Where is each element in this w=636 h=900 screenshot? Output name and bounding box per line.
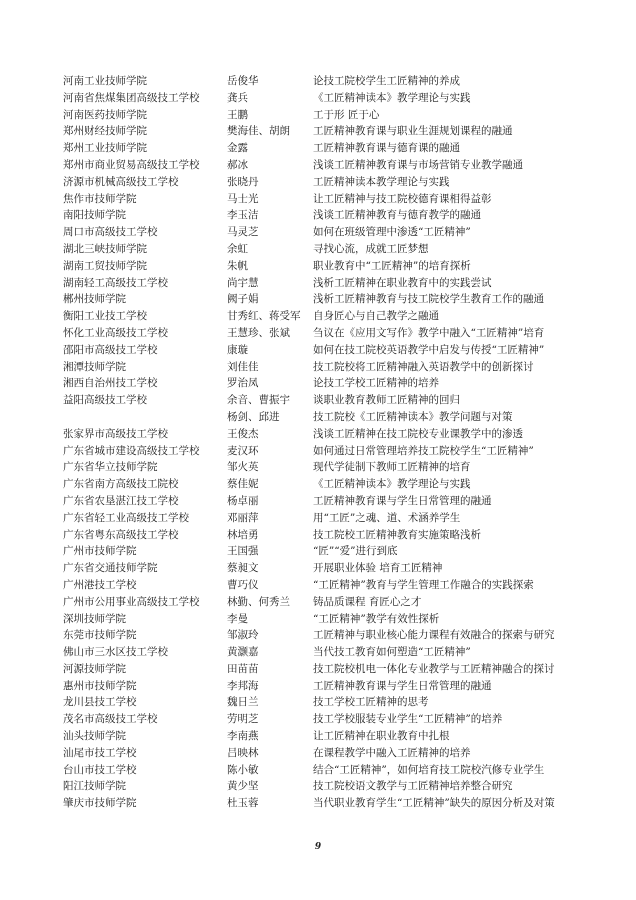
list-item: [63, 224, 583, 241]
paper-title: 职业教育中“工匠精神”的培育探析: [313, 259, 471, 272]
author-name: 尚宇慧: [227, 276, 259, 289]
author-name: 王俊杰: [227, 427, 259, 440]
school-name: 张家界市高级技工学校: [63, 427, 168, 440]
paper-title: 谈职业教育教师工匠精神的回归: [313, 394, 460, 407]
list-item: [63, 392, 583, 409]
list-item: [63, 291, 583, 308]
paper-title: 技工学校工匠精神的思考: [313, 696, 429, 709]
list-item: [63, 207, 583, 224]
list-item: [63, 543, 583, 560]
list-item: [63, 191, 583, 208]
paper-title: 自身匠心与自己教学之融通: [313, 310, 439, 323]
list-item: [63, 611, 583, 628]
paper-title: 技工院校机电一体化专业教学与工匠精神融合的探讨: [313, 662, 555, 675]
author-name: 樊海佳、胡朗: [227, 125, 290, 138]
list-item: [63, 342, 583, 359]
list-item: [63, 644, 583, 661]
paper-title: 浅谈工匠精神在技工院校专业课教学中的渗透: [313, 427, 523, 440]
author-name: 陈小敏: [227, 763, 259, 776]
list-item: [63, 325, 583, 342]
school-name: 广东省交通技师学院: [63, 562, 158, 575]
page-number: 9: [314, 842, 322, 852]
paper-title: “匠”“爱”进行到底: [313, 545, 398, 558]
paper-title: 浅谈工匠精神教育与德育教学的融通: [313, 209, 481, 222]
author-name: 黄灏嘉: [227, 646, 259, 659]
paper-title: 让工匠精神在职业教育中扎根: [313, 730, 450, 743]
school-name: 东莞市技师学院: [63, 629, 137, 642]
author-name: 吕映林: [227, 746, 259, 759]
school-name: 怀化工业高级技工学校: [63, 326, 168, 339]
paper-title: 开展职业体验 培育工匠精神: [313, 562, 443, 575]
author-name: 阙子娟: [227, 293, 259, 306]
list-item: [63, 275, 583, 292]
author-name: 杨剑、邱进: [227, 410, 280, 423]
school-name: 广州市公用事业高级技工学校: [63, 595, 200, 608]
list-item: [63, 778, 583, 795]
paper-title: 技工院校《工匠精神读本》教学问题与对策: [313, 410, 513, 423]
school-name: 惠州市技师学院: [63, 679, 137, 692]
entry-list: [63, 73, 583, 812]
author-name: 林培勇: [227, 528, 259, 541]
author-name: 杨卓丽: [227, 494, 259, 507]
author-name: 邹火英: [227, 461, 259, 474]
paper-title: 技工院校语文教学与工匠精神培养整合研究: [313, 780, 513, 793]
list-item: [63, 258, 583, 275]
school-name: 汕尾市技工学校: [63, 746, 137, 759]
author-name: 蔡昶文: [227, 562, 259, 575]
paper-title: 在课程教学中融入工匠精神的培养: [313, 746, 471, 759]
paper-title: 工匠精神读本教学理论与实践: [313, 175, 450, 188]
school-name: 焦作市技师学院: [63, 192, 137, 205]
author-name: 黄少坚: [227, 780, 259, 793]
paper-title: “工匠精神”教育与学生管理工作融合的实践探索: [313, 578, 534, 591]
list-item: [63, 459, 583, 476]
list-item: [63, 627, 583, 644]
school-name: 汕头技师学院: [63, 730, 126, 743]
author-name: 余虹: [227, 242, 248, 255]
paper-title: 工匠精神与职业核心能力课程有效融合的探索与研究: [313, 629, 555, 642]
paper-title: 工匠精神教育课与学生日常管理的融通: [313, 494, 492, 507]
author-name: 魏日兰: [227, 696, 259, 709]
list-item: [63, 728, 583, 745]
author-name: 马士光: [227, 192, 259, 205]
school-name: 河源技师学院: [63, 662, 126, 675]
paper-title: 工匠精神教育课与学生日常管理的融通: [313, 679, 492, 692]
list-item: [63, 73, 583, 90]
school-name: 阳江技师学院: [63, 780, 126, 793]
list-item: [63, 90, 583, 107]
school-name: 郴州技师学院: [63, 293, 126, 306]
author-name: 王慧珍、张斌: [227, 326, 290, 339]
school-name: 南阳技师学院: [63, 209, 126, 222]
school-name: 广东省粤东高级技工学校: [63, 528, 179, 541]
list-item: [63, 157, 583, 174]
school-name: 广东省轻工业高级技工学校: [63, 511, 189, 524]
school-name: 益阳高级技工学校: [63, 394, 147, 407]
list-item: [63, 493, 583, 510]
author-name: 李南燕: [227, 730, 259, 743]
paper-title: 铸品质课程 育匠心之才: [313, 595, 422, 608]
list-item: [63, 795, 583, 812]
paper-title: 刍议在《应用文写作》教学中融入“工匠精神”培育: [313, 326, 545, 339]
paper-title: 如何在技工院校英语教学中启发与传授“工匠精神”: [313, 343, 545, 356]
paper-title: 工匠精神教育课与职业生涯规划课程的融通: [313, 125, 513, 138]
school-name: 周口市高级技工学校: [63, 226, 158, 239]
author-name: 朱帆: [227, 259, 248, 272]
list-item: [63, 426, 583, 443]
author-name: 王国强: [227, 545, 259, 558]
paper-title: 如何通过日常管理培养技工院校学生“工匠精神”: [313, 444, 534, 457]
paper-title: 如何在班级管理中渗透“工匠精神”: [313, 226, 471, 239]
list-item: [63, 694, 583, 711]
school-name: 郑州财经技师学院: [63, 125, 147, 138]
paper-title: 工匠精神教育课与德育课的融通: [313, 142, 460, 155]
author-name: 龚兵: [227, 91, 248, 104]
list-item: [63, 375, 583, 392]
list-item: [63, 594, 583, 611]
author-name: 郝冰: [227, 158, 248, 171]
list-item: [63, 661, 583, 678]
author-name: 林勤、何秀兰: [227, 595, 290, 608]
author-name: 劳明芝: [227, 713, 259, 726]
paper-title: 工于形 匠于心: [313, 108, 380, 121]
list-item: [63, 241, 583, 258]
author-name: 邓丽萍: [227, 511, 259, 524]
author-name: 田苗苗: [227, 662, 259, 675]
paper-title: 浅析工匠精神教育与技工院校学生教育工作的融通: [313, 293, 544, 306]
school-name: 河南工业技师学院: [63, 75, 147, 87]
list-item: [63, 409, 583, 426]
author-name: 蔡佳妮: [227, 478, 259, 491]
list-item: [63, 443, 583, 460]
school-name: 广东省华立技师学院: [63, 461, 158, 474]
school-name: 湖北三峡技师学院: [63, 242, 147, 255]
author-name: 李邦海: [227, 679, 259, 692]
paper-title: 《工匠精神读本》教学理论与实践: [313, 91, 471, 104]
author-name: 张晓丹: [227, 175, 259, 188]
school-name: 衡阳工业技工学校: [63, 310, 147, 323]
school-name: 河南医药技师学院: [63, 108, 147, 121]
paper-title: 寻找心流，成就工匠梦想: [313, 242, 429, 255]
paper-title: 《工匠精神读本》教学理论与实践: [313, 478, 471, 491]
paper-title: 当代技工教育如何塑造“工匠精神”: [313, 646, 471, 659]
paper-title: 结合“工匠精神”，如何培育技工院校汽修专业学生: [313, 763, 545, 776]
author-name: 邹淑玲: [227, 629, 259, 642]
school-name: 台山市技工学校: [63, 763, 137, 776]
school-name: 广东省农垦湛江技工学校: [63, 494, 179, 507]
author-name: 李曼: [227, 612, 248, 625]
school-name: 济源市机械高级技工学校: [63, 175, 179, 188]
paper-title: 论技工院校学生工匠精神的养成: [313, 75, 460, 87]
list-item: [63, 745, 583, 762]
school-name: 广东省南方高级技工院校: [63, 478, 179, 491]
author-name: 马灵芝: [227, 226, 259, 239]
school-name: 茂名市高级技工学校: [63, 713, 158, 726]
paper-title: 技工院校将工匠精神融入英语教学中的创新探讨: [313, 360, 534, 373]
list-item: [63, 678, 583, 695]
paper-title: “工匠精神”教学有效性探析: [313, 612, 440, 625]
list-item: [63, 359, 583, 376]
school-name: 湖南工贸技师学院: [63, 259, 147, 272]
list-item: [63, 140, 583, 157]
school-name: 湘潭技师学院: [63, 360, 126, 373]
school-name: 河南省焦煤集团高级技工学校: [63, 91, 200, 104]
paper-title: 浅析工匠精神在职业教育中的实践尝试: [313, 276, 492, 289]
author-name: 余音、曹振宇: [227, 394, 290, 407]
list-item: [63, 476, 583, 493]
list-item: [63, 308, 583, 325]
paper-title: 技工院校工匠精神教育实施策略浅析: [313, 528, 481, 541]
author-name: 曹巧仪: [227, 578, 259, 591]
author-name: 杜玉蓉: [227, 797, 259, 810]
school-name: 湖南轻工高级技工学校: [63, 276, 168, 289]
paper-title: 浅谈工匠精神教育课与市场营销专业教学融通: [313, 158, 523, 171]
list-item: [63, 510, 583, 527]
school-name: 湘西自治州技工学校: [63, 377, 158, 390]
list-item: [63, 123, 583, 140]
author-name: 金露: [227, 142, 248, 155]
paper-title: 论技工学校工匠精神的培养: [313, 377, 439, 390]
author-name: 岳俊华: [227, 75, 259, 87]
paper-title: 用“工匠”之魂、道、术涵养学生: [313, 511, 461, 524]
school-name: 肇庆市技师学院: [63, 797, 137, 810]
school-name: 广州港技工学校: [63, 578, 137, 591]
school-name: 广州市技师学院: [63, 545, 137, 558]
list-item: [63, 560, 583, 577]
author-name: 甘秀红、蒋受军: [227, 310, 301, 323]
school-name: 广东省城市建设高级技工学校: [63, 444, 200, 457]
list-item: [63, 527, 583, 544]
author-name: 李玉洁: [227, 209, 259, 222]
school-name: 龙川县技工学校: [63, 696, 137, 709]
school-name: 佛山市三水区技工学校: [63, 646, 168, 659]
list-item: [63, 174, 583, 191]
list-item: [63, 107, 583, 124]
author-name: 刘佳佳: [227, 360, 259, 373]
paper-title: 现代学徒制下教师工匠精神的培育: [313, 461, 471, 474]
list-item: [63, 711, 583, 728]
school-name: 邵阳市高级技工学校: [63, 343, 158, 356]
school-name: 郑州市商业贸易高级技工学校: [63, 158, 200, 171]
paper-title: 让工匠精神与技工院校德育课相得益彰: [313, 192, 492, 205]
paper-title: 技工学校服装专业学生“工匠精神”的培养: [313, 713, 503, 726]
paper-title: 当代职业教育学生“工匠精神”缺失的原因分析及对策: [313, 797, 555, 810]
author-name: 麦汉环: [227, 444, 259, 457]
list-item: [63, 577, 583, 594]
author-name: 罗治凤: [227, 377, 259, 390]
list-item: [63, 762, 583, 779]
school-name: 郑州工业技师学院: [63, 142, 147, 155]
school-name: 深圳技师学院: [63, 612, 126, 625]
author-name: 王鹏: [227, 108, 248, 121]
author-name: 康璇: [227, 343, 248, 356]
